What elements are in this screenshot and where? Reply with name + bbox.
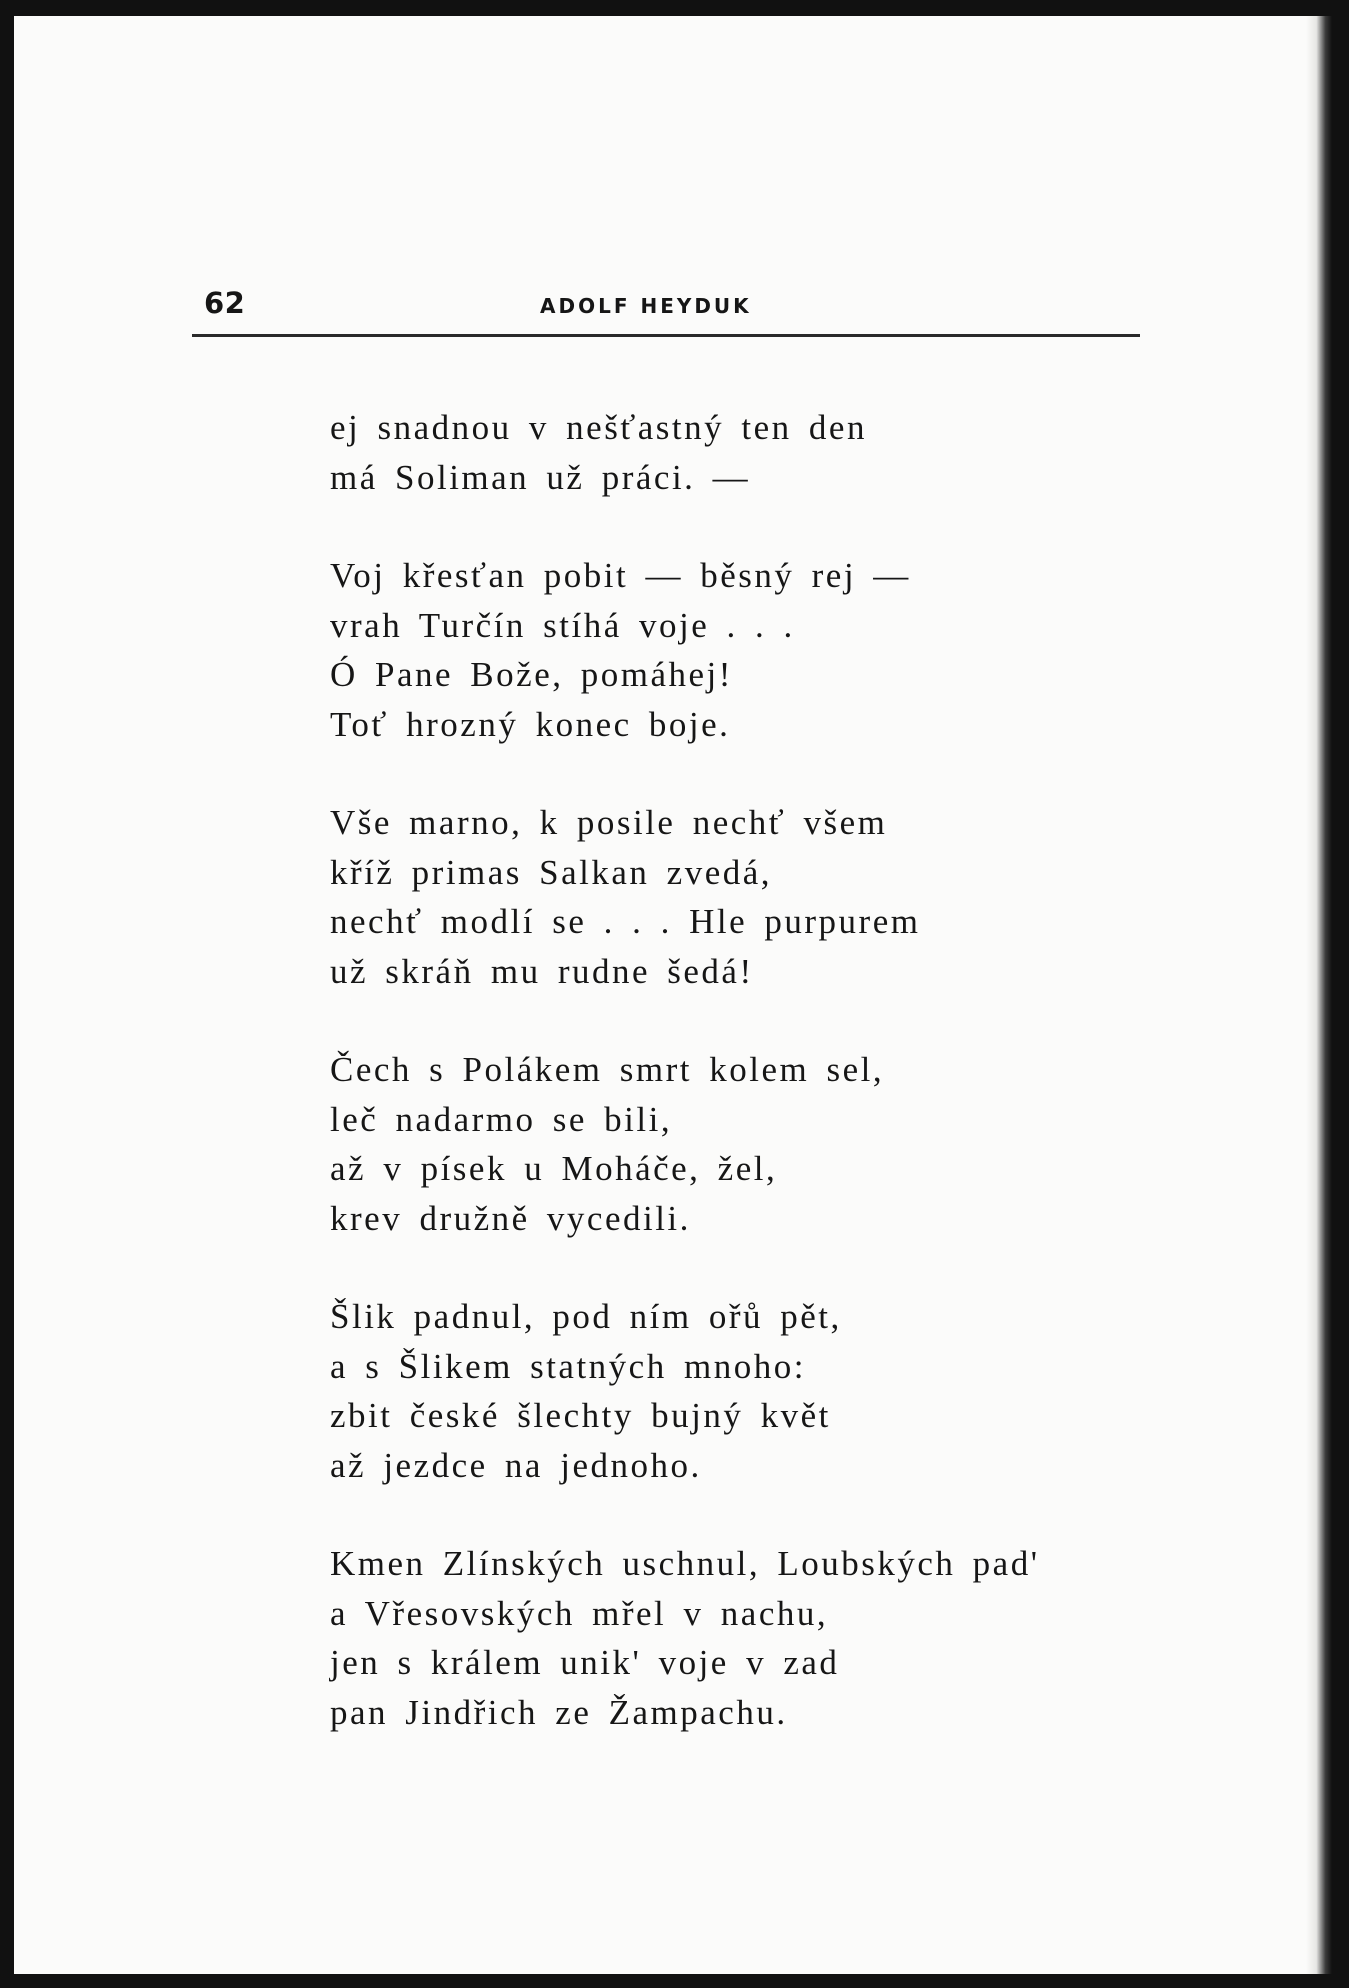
poem-line: ej snadnou v nešťastný ten den	[330, 408, 867, 447]
poem-line: leč nadarmo se bili,	[330, 1099, 673, 1139]
poem-line: Čech s Polákem smrt kolem sel,	[330, 1050, 885, 1089]
poem-line: až jezdce na jednoho.	[330, 1445, 702, 1485]
stanza-1	[330, 403, 1150, 502]
stanza-5	[330, 1292, 1150, 1490]
poem-line: vrah Turčín stíhá voje . . .	[330, 605, 795, 645]
page-edge-shadow	[1306, 16, 1332, 1974]
stanza-2	[330, 551, 1150, 749]
poem-line: Toť hrozný konec boje.	[330, 704, 731, 744]
poem-line: a s Šlikem statných mnoho:	[330, 1346, 806, 1386]
stanza-3	[330, 798, 1150, 996]
poem-line: nechť modlí se . . . Hle purpurem	[330, 902, 921, 941]
poem-line: krev družně vycedili.	[330, 1198, 691, 1238]
poem-line: a Vřesovských mřel v nachu,	[330, 1593, 829, 1633]
poem-line: má Soliman už práci. —	[330, 457, 751, 497]
stanza-6	[330, 1539, 1150, 1737]
poem-line: už skráň mu rudne šedá!	[330, 951, 754, 991]
stanza-4	[330, 1045, 1150, 1243]
poem-line: jen s králem unik' voje v zad	[330, 1643, 840, 1682]
poem-body	[330, 403, 1150, 1786]
page-header	[192, 268, 1140, 328]
poem-line: pan Jindřich ze Žampachu.	[330, 1692, 788, 1732]
running-head-author: ADOLF HEYDUK	[540, 294, 752, 318]
poem-line: Voj křesťan pobit — běsný rej —	[330, 556, 911, 595]
poem-line: Šlik padnul, pod ním ořů pět,	[330, 1297, 842, 1336]
poem-line: až v písek u Moháče, žel,	[330, 1149, 778, 1188]
poem-line: Kmen Zlínských uschnul, Loubských pad'	[330, 1544, 1040, 1583]
poem-line: Ó Pane Bože, pomáhej!	[330, 655, 733, 694]
page-number: 62	[204, 286, 246, 320]
book-page	[14, 16, 1332, 1974]
poem-line: zbit české šlechty bujný květ	[330, 1396, 831, 1435]
poem-line: Vše marno, k posile nechť všem	[330, 803, 888, 842]
poem-line: kříž primas Salkan zvedá,	[330, 852, 773, 892]
header-rule	[192, 334, 1140, 337]
